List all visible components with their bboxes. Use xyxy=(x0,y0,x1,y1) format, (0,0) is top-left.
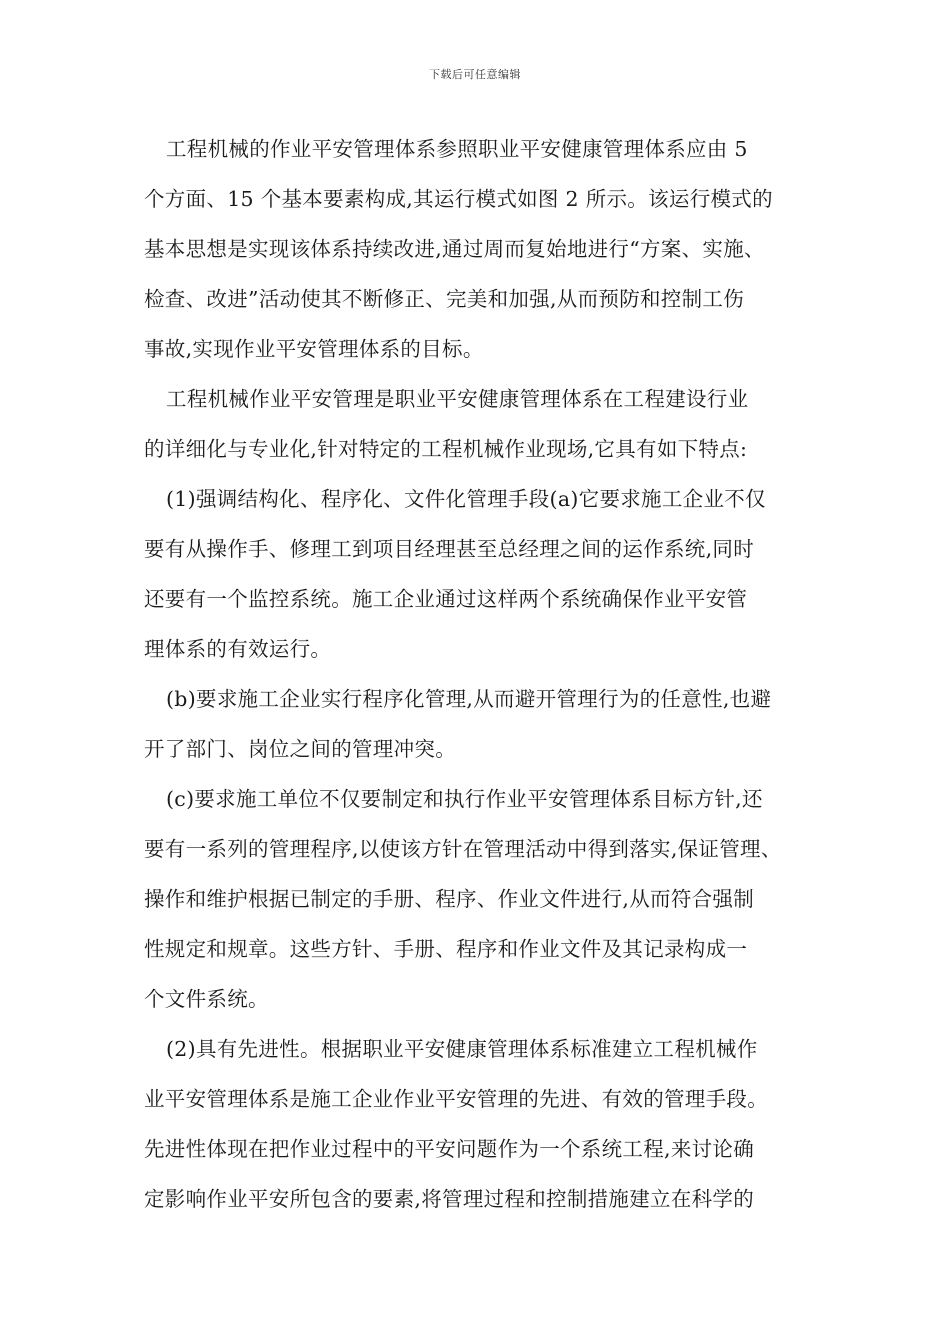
paragraph-line: 先进性体现在把作业过程中的平安问题作为一个系统工程,来讨论确 xyxy=(144,1137,755,1161)
paragraph-line: 操作和维护根据已制定的手册、程序、作业文件进行,从而符合强制 xyxy=(144,887,755,911)
paragraph-line: 要有一系列的管理程序,以使该方针在管理活动中得到落实,保证管理、 xyxy=(144,837,782,861)
paragraph-line: 定影响作业平安所包含的要素,将管理过程和控制措施建立在科学的 xyxy=(144,1187,755,1211)
paragraph-line: (1)强调结构化、程序化、文件化管理手段(a)它要求施工企业不仅 xyxy=(166,487,766,511)
paragraph-line: 开了部门、岗位之间的管理冲突。 xyxy=(144,737,456,761)
paragraph-line: 还要有一个监控系统。施工企业通过这样两个系统确保作业平安管 xyxy=(144,587,748,611)
paragraph-line: (c)要求施工单位不仅要制定和执行作业平安管理体系目标方针,还 xyxy=(166,787,763,811)
document-body xyxy=(144,132,814,1232)
paragraph-line: 事故,实现作业平安管理体系的目标。 xyxy=(144,337,484,361)
paragraph-line: 个方面、15 个基本要素构成,其运行模式如图 2 所示。该运行模式的 xyxy=(144,187,773,211)
paragraph-line: 基本思想是实现该体系持续改进,通过周而复始地进行“方案、实施、 xyxy=(144,237,765,261)
paragraph-line: 性规定和规章。这些方针、手册、程序和作业文件及其记录构成一 xyxy=(144,937,748,961)
paragraph-line: 的详细化与专业化,针对特定的工程机械作业现场,它具有如下特点: xyxy=(144,437,748,461)
paragraph-line: 工程机械作业平安管理是职业平安健康管理体系在工程建设行业 xyxy=(166,387,749,411)
page-header: 下载后可任意编辑 xyxy=(429,68,521,81)
paragraph-line: 检查、改进”活动使其不断修正、完美和加强,从而预防和控制工伤 xyxy=(144,287,744,311)
paragraph-line: (b)要求施工企业实行程序化管理,从而避开管理行为的任意性,也避 xyxy=(166,687,772,711)
paragraph-line: 业平安管理体系是施工企业作业平安管理的先进、有效的管理手段。 xyxy=(144,1087,768,1111)
paragraph-line: 个文件系统。 xyxy=(144,987,269,1011)
paragraph-line: 要有从操作手、修理工到项目经理甚至总经理之间的运作系统,同时 xyxy=(144,537,755,561)
paragraph-line: (2)具有先进性。根据职业平安健康管理体系标准建立工程机械作 xyxy=(166,1037,758,1061)
paragraph-line: 理体系的有效运行。 xyxy=(144,637,332,661)
paragraph-line: 工程机械的作业平安管理体系参照职业平安健康管理体系应由 5 xyxy=(166,137,748,161)
